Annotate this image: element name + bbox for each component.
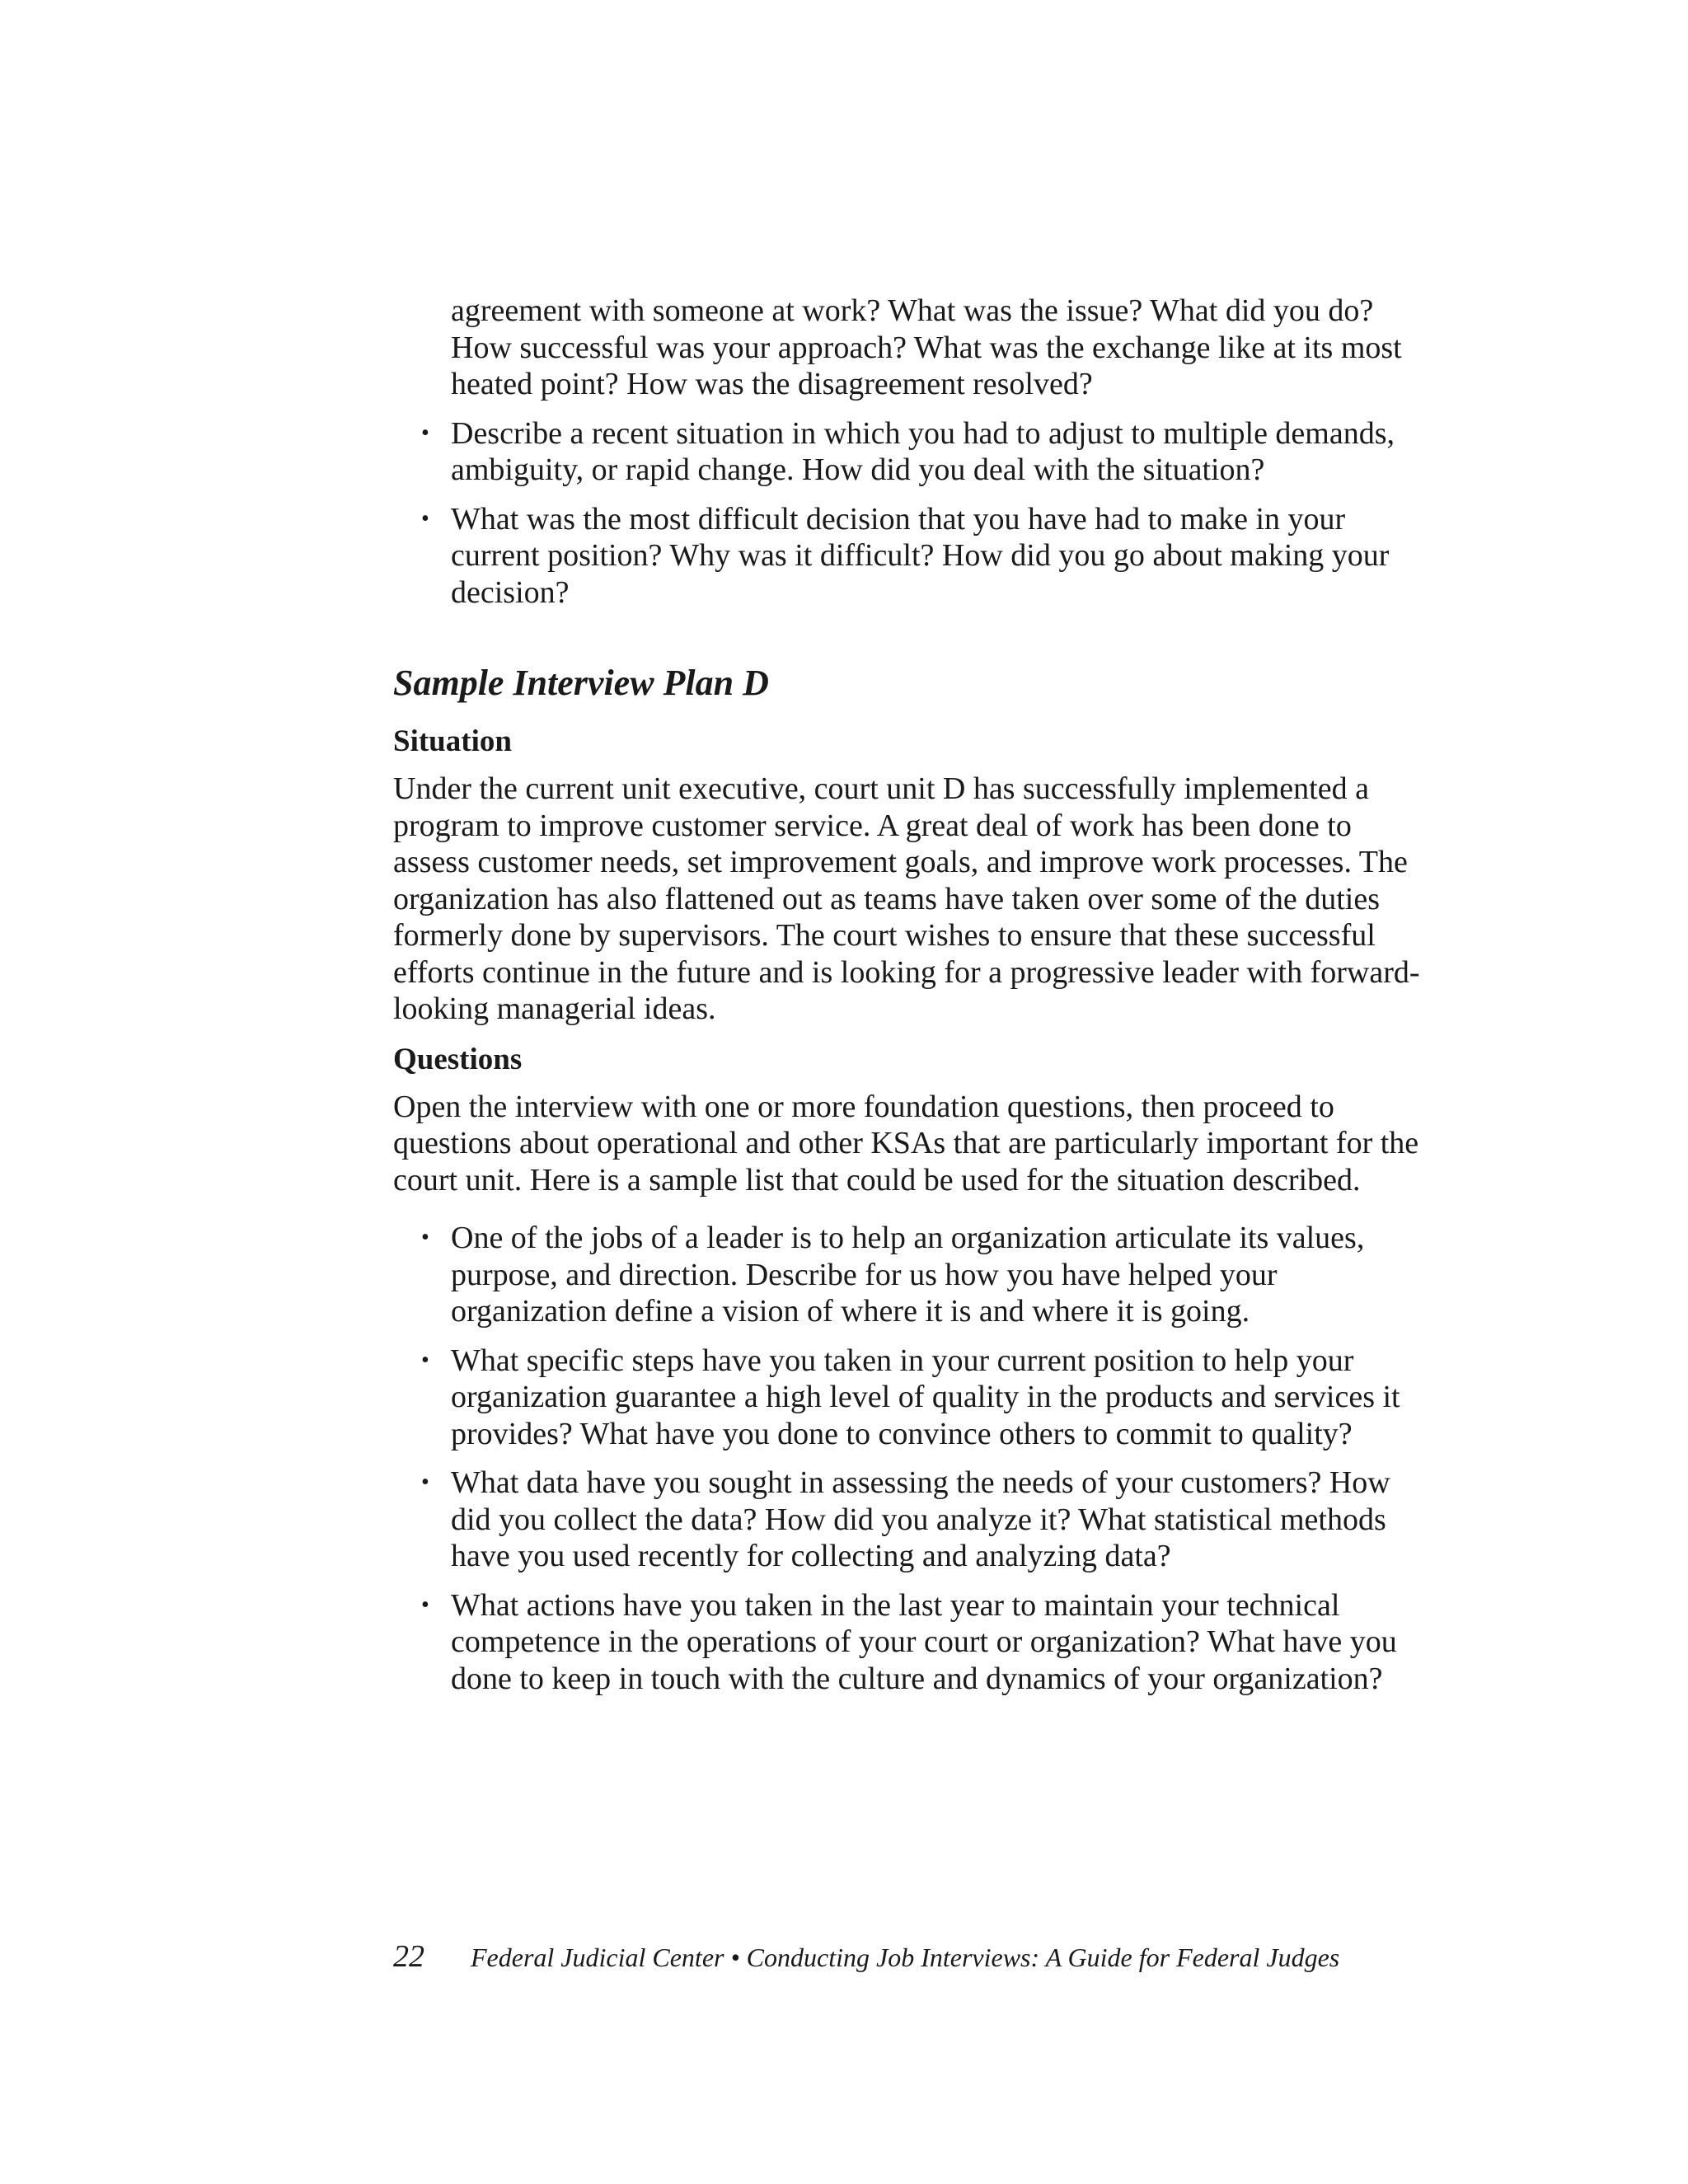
bullet-icon: • (421, 1347, 429, 1373)
questions-heading: Questions (393, 1042, 523, 1076)
bullet-icon: • (421, 1591, 429, 1618)
list-item-text: What data have you sought in assessing the needs of your customers? How did you collect the data? How did you analyze it? What statistical methods have you used recently for collecting and analyzing data? (451, 1465, 1390, 1573)
page-footer (393, 1938, 1465, 1975)
list-item-text: Describe a recent situation in which you had to adjust to multiple demands, ambiguity, or rapid change. How did you deal with the situation? (451, 415, 1395, 487)
continued-bullet-text: agreement with someone at work? What was the issue? What did you do? How successful was your approach? What was the exchange like at its most heated point? How was the disagreement resolved? (451, 293, 1402, 401)
list-item (421, 1220, 1432, 1330)
list-item (421, 1465, 1432, 1575)
list-item-text: What actions have you taken in the last year to maintain your technical competence in the operations of your court or organization? What have you done to keep in touch with the culture and dynamics of your organization? (451, 1587, 1397, 1696)
list-item-text: What was the most difficult decision that you have had to make in your current position? Why was it difficult? How did you go about making your decision? (451, 501, 1390, 610)
bullet-icon: • (421, 1469, 429, 1495)
footer-text: Federal Judicial Center • Conducting Job Interviews: A Guide for Federal Judges (471, 1943, 1340, 1972)
bullet-icon: • (421, 419, 429, 446)
situation-heading: Situation (393, 724, 512, 758)
questions-bullet-list (393, 1220, 1432, 1697)
top-bullet-list (393, 415, 1432, 612)
list-item-text: What specific steps have you taken in your current position to help your organization guarantee a high level of quality in the products and services it provides? What have you done to convince others to commit to quality? (451, 1343, 1400, 1451)
situation-paragraph: Under the current unit executive, court unit D has successfully implemented a program to improve customer service. A great deal of work has been done to assess customer needs, set improvement goals, and improve work processes. The organization has also flattened out as teams have taken over some of the duties formerly done by supervisors. The court wishes to ensure that these successful efforts continue in the future and is looking for a progressive leader with forward-looking managerial ideas. (393, 771, 1420, 1026)
list-item (421, 1587, 1432, 1698)
questions-intro-paragraph: Open the interview with one or more foundation questions, then proceed to questions about operational and other KSAs that are particularly important for the court unit. Here is a sample list that could be used for the situation described. (393, 1089, 1419, 1197)
list-item-text: One of the jobs of a leader is to help an organization articulate its values, purpose, and direction. Describe for us how you have helped your organization define a vision of where it is and where it is going. (451, 1221, 1365, 1329)
page-content (393, 293, 1432, 1709)
list-item (421, 1343, 1432, 1453)
list-item (421, 501, 1432, 612)
list-item (421, 415, 1432, 489)
bullet-icon: • (421, 1225, 429, 1250)
bullet-icon: • (421, 505, 429, 532)
page-number: 22 (393, 1939, 424, 1974)
section-title: Sample Interview Plan D (393, 663, 769, 703)
